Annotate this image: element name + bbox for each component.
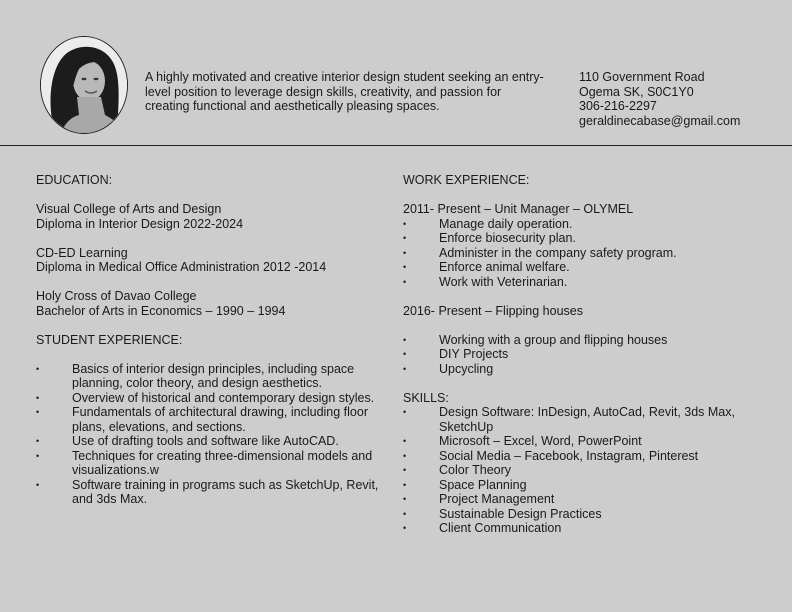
list-item: • Enforce animal welfare. [403,260,763,275]
list-item: • Project Management [403,492,763,507]
education-school: Holy Cross of Davao College [36,289,197,303]
education-entry [36,246,381,275]
portrait-image [41,37,127,133]
left-column [36,173,381,521]
education-school: Visual College of Arts and Design [36,202,222,216]
list-item: • Administer in the company safety program. [403,246,763,261]
contact-email[interactable]: geraldinecabase@gmail.com [579,113,741,128]
list-item: • Social Media – Facebook, Instagram, Pinterest [403,449,763,464]
job-duties-list [403,217,763,290]
list-item: • Overview of historical and contemporary design styles. [36,391,381,406]
education-entry [36,202,381,231]
contact-info [579,70,740,128]
contact-city: Ogema SK, S0C1Y0 [579,84,694,99]
list-item: • Use of drafting tools and software like AutoCAD. [36,434,381,449]
education-program: Bachelor of Arts in Economics – 1990 – 1994 [36,303,286,318]
education-school: CD-ED Learning [36,245,128,260]
list-item: • Basics of interior design principles, including space planning, color theory, and design aesthetics. [36,362,381,391]
summary-text: A highly motivated and creative interior design student seeking an entry-level position to leverage design skills, creativity, and passion for creating functional and aesthetically pleasing spaces. [145,70,544,113]
list-item: • Color Theory [403,463,763,478]
profile-photo [40,36,128,134]
contact-address: 110 Government Road [579,70,705,84]
education-heading: EDUCATION: [36,173,113,187]
spacer [403,318,763,333]
right-column [403,173,763,550]
education-program: Diploma in Medical Office Administration 2012 -2014 [36,260,327,274]
list-item: • Enforce biosecurity plan. [403,231,763,246]
list-item: • Design Software: InDesign, AutoCad, Revit, 3ds Max, SketchUp [403,405,763,434]
student-experience-heading: STUDENT EXPERIENCE: [36,332,183,347]
list-item: • Working with a group and flipping houses [403,333,763,348]
list-item: • Microsoft – Excel, Word, PowerPoint [403,434,763,449]
skills-heading: SKILLS: [403,390,449,405]
header-divider [0,145,792,146]
list-item: • Sustainable Design Practices [403,507,763,522]
list-item: • Upcycling [403,362,763,377]
list-item: • Software training in programs such as SketchUp, Revit, and 3ds Max. [36,478,381,507]
list-item: • Techniques for creating three-dimensional models and visualizations.w [36,449,381,478]
list-item: • Manage daily operation. [403,217,763,232]
job-title: 2016- Present – Flipping houses [403,303,583,318]
work-experience-heading: WORK EXPERIENCE: [403,173,530,187]
contact-phone: 306-216-2297 [579,99,657,113]
list-item: • Client Communication [403,521,763,536]
job-duties-list [403,333,763,377]
education-entry [36,289,381,318]
list-item: • Work with Veterinarian. [403,275,763,290]
skills-list [403,405,763,536]
job-title: 2011- Present – Unit Manager – OLYMEL [403,202,634,216]
student-experience-list [36,362,381,507]
list-item: • DIY Projects [403,347,763,362]
list-item: • Fundamentals of architectural drawing, including floor plans, elevations, and sections. [36,405,381,434]
education-program: Diploma in Interior Design 2022-2024 [36,216,244,231]
list-item: • Space Planning [403,478,763,493]
